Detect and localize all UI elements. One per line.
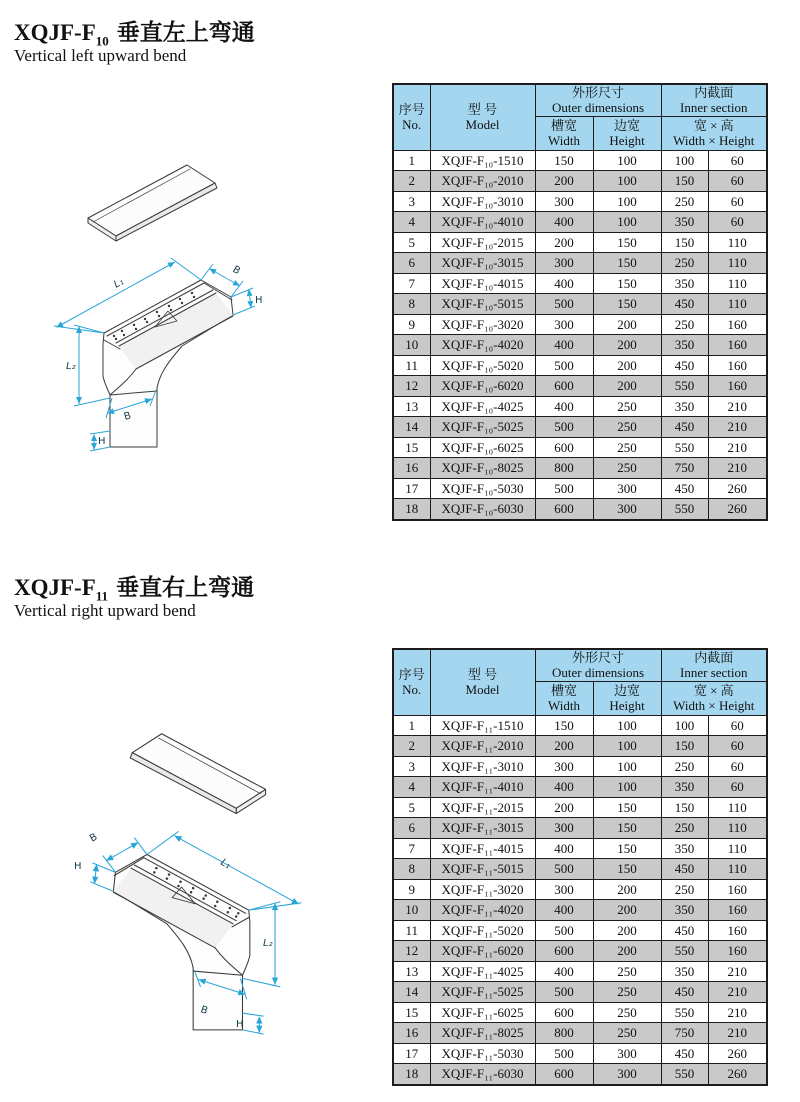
cell-outer-width: 600	[535, 437, 593, 458]
cell-outer-width: 500	[535, 920, 593, 941]
cell-inner-width: 350	[661, 273, 708, 294]
cell-no: 10	[393, 900, 430, 921]
cell-outer-height: 100	[593, 756, 661, 777]
cell-inner-height: 210	[708, 961, 767, 982]
cell-outer-height: 100	[593, 191, 661, 212]
cell-model: XQJF-F₁₀-1510	[430, 150, 535, 171]
cell-model: XQJF-F₁₁-6025	[430, 1002, 535, 1023]
cell-inner-width: 350	[661, 838, 708, 859]
section-title-cn: 垂直右上弯通	[116, 575, 255, 600]
cell-inner-height: 210	[708, 458, 767, 479]
cell-outer-width: 400	[535, 900, 593, 921]
cell-outer-height: 250	[593, 437, 661, 458]
cell-outer-width: 150	[535, 150, 593, 171]
cell-model: XQJF-F₁₁-5025	[430, 982, 535, 1003]
table-header	[393, 84, 767, 150]
cell-outer-height: 250	[593, 396, 661, 417]
table-row	[393, 335, 767, 356]
col-header-model: 型 号 Model	[430, 649, 535, 715]
col-header-no: 序号 No.	[393, 649, 430, 715]
table-row	[393, 879, 767, 900]
cell-model: XQJF-F₁₀-5015	[430, 294, 535, 315]
cell-no: 2	[393, 171, 430, 192]
cell-no: 17	[393, 478, 430, 499]
cell-inner-width: 350	[661, 961, 708, 982]
cell-no: 8	[393, 294, 430, 315]
cell-inner-width: 350	[661, 900, 708, 921]
cell-no: 6	[393, 818, 430, 839]
cell-inner-width: 250	[661, 756, 708, 777]
cell-model: XQJF-F₁₀-3020	[430, 314, 535, 335]
cell-no: 3	[393, 756, 430, 777]
cell-inner-height: 210	[708, 437, 767, 458]
table-row	[393, 756, 767, 777]
table-body	[393, 715, 767, 1085]
cell-inner-height: 110	[708, 818, 767, 839]
table-row	[393, 499, 767, 520]
cell-inner-width: 550	[661, 1002, 708, 1023]
cell-outer-width: 400	[535, 396, 593, 417]
cell-model: XQJF-F₁₀-4020	[430, 335, 535, 356]
cell-inner-width: 250	[661, 879, 708, 900]
dim-label-h-top: H	[74, 861, 82, 872]
dim-label-b-top: B	[230, 264, 243, 278]
table-row	[393, 294, 767, 315]
cell-model: XQJF-F₁₁-6020	[430, 941, 535, 962]
table-row	[393, 961, 767, 982]
table-row	[393, 478, 767, 499]
col-header-side-height: 边宽 Height	[593, 681, 661, 715]
cell-no: 13	[393, 961, 430, 982]
cell-outer-height: 150	[593, 273, 661, 294]
cell-model: XQJF-F₁₀-5020	[430, 355, 535, 376]
cell-outer-width: 500	[535, 859, 593, 880]
cell-outer-width: 400	[535, 335, 593, 356]
cell-inner-width: 250	[661, 314, 708, 335]
cell-outer-width: 500	[535, 982, 593, 1003]
cell-outer-height: 200	[593, 314, 661, 335]
cell-outer-width: 500	[535, 417, 593, 438]
cell-inner-width: 250	[661, 818, 708, 839]
cell-model: XQJF-F₁₀-2015	[430, 232, 535, 253]
cell-outer-width: 400	[535, 961, 593, 982]
col-header-width-height: 宽 × 高 Width × Height	[661, 681, 767, 715]
cell-inner-width: 150	[661, 797, 708, 818]
cell-inner-height: 160	[708, 879, 767, 900]
cell-no: 5	[393, 232, 430, 253]
cell-inner-height: 210	[708, 1002, 767, 1023]
col-header-width-height: 宽 × 高 Width × Height	[661, 116, 767, 150]
cell-outer-width: 600	[535, 1064, 593, 1085]
cell-inner-width: 100	[661, 150, 708, 171]
bend-body-art	[54, 165, 255, 451]
cell-model: XQJF-F₁₀-4025	[430, 396, 535, 417]
table-row	[393, 376, 767, 397]
dim-label-l2: L₂	[66, 361, 76, 372]
cell-outer-height: 100	[593, 212, 661, 233]
table-row	[393, 314, 767, 335]
cell-inner-height: 210	[708, 1023, 767, 1044]
cell-inner-width: 450	[661, 859, 708, 880]
bend-body-art-mirrored	[90, 734, 301, 1034]
cell-outer-height: 200	[593, 941, 661, 962]
col-header-outer-dimensions: 外形尺寸 Outer dimensions	[535, 84, 661, 116]
table-row	[393, 212, 767, 233]
cell-outer-width: 500	[535, 478, 593, 499]
dim-label-h-top: H	[255, 295, 263, 306]
cell-outer-width: 500	[535, 1043, 593, 1064]
cell-outer-width: 400	[535, 838, 593, 859]
cell-outer-width: 500	[535, 355, 593, 376]
cell-outer-height: 200	[593, 879, 661, 900]
cell-outer-height: 100	[593, 777, 661, 798]
cell-inner-width: 350	[661, 212, 708, 233]
cell-inner-width: 150	[661, 171, 708, 192]
cell-no: 4	[393, 777, 430, 798]
cell-inner-width: 250	[661, 253, 708, 274]
table-body	[393, 150, 767, 520]
cell-outer-height: 250	[593, 1002, 661, 1023]
cell-outer-width: 200	[535, 736, 593, 757]
table-row	[393, 458, 767, 479]
cell-inner-height: 260	[708, 1043, 767, 1064]
cell-outer-height: 150	[593, 859, 661, 880]
table-row	[393, 191, 767, 212]
cell-outer-height: 250	[593, 961, 661, 982]
cell-no: 1	[393, 150, 430, 171]
dim-label-b-top: B	[88, 831, 100, 845]
table-row	[393, 253, 767, 274]
cell-inner-height: 110	[708, 232, 767, 253]
cell-outer-height: 150	[593, 232, 661, 253]
cell-inner-width: 350	[661, 396, 708, 417]
cell-inner-width: 450	[661, 417, 708, 438]
cell-inner-width: 100	[661, 715, 708, 736]
cell-model: XQJF-F₁₀-6025	[430, 437, 535, 458]
cell-no: 11	[393, 920, 430, 941]
cell-model: XQJF-F₁₀-8025	[430, 458, 535, 479]
cell-model: XQJF-F₁₀-6030	[430, 499, 535, 520]
cell-outer-width: 400	[535, 212, 593, 233]
cell-inner-height: 160	[708, 355, 767, 376]
cell-inner-width: 450	[661, 982, 708, 1003]
cell-no: 6	[393, 253, 430, 274]
cell-model: XQJF-F₁₁-4015	[430, 838, 535, 859]
cell-outer-width: 500	[535, 294, 593, 315]
cell-outer-height: 100	[593, 736, 661, 757]
cell-outer-height: 200	[593, 376, 661, 397]
cell-inner-width: 150	[661, 232, 708, 253]
table-row	[393, 715, 767, 736]
cell-outer-width: 200	[535, 171, 593, 192]
cell-inner-height: 160	[708, 376, 767, 397]
cell-inner-width: 450	[661, 1043, 708, 1064]
cell-outer-height: 250	[593, 458, 661, 479]
cell-model: XQJF-F₁₀-5030	[430, 478, 535, 499]
cell-outer-height: 200	[593, 920, 661, 941]
cell-outer-width: 150	[535, 715, 593, 736]
col-header-no: 序号 No.	[393, 84, 430, 150]
table-row	[393, 797, 767, 818]
cell-inner-height: 60	[708, 777, 767, 798]
cell-outer-width: 600	[535, 499, 593, 520]
cell-inner-width: 550	[661, 1064, 708, 1085]
cell-outer-width: 400	[535, 273, 593, 294]
cell-model: XQJF-F₁₀-6020	[430, 376, 535, 397]
cell-outer-width: 200	[535, 232, 593, 253]
cell-outer-height: 100	[593, 715, 661, 736]
table-row	[393, 900, 767, 921]
dim-label-b-bottom: B	[122, 410, 133, 423]
cell-model: XQJF-F₁₀-3015	[430, 253, 535, 274]
cell-no: 2	[393, 736, 430, 757]
cell-inner-width: 750	[661, 1023, 708, 1044]
cell-outer-width: 600	[535, 376, 593, 397]
cell-inner-height: 110	[708, 273, 767, 294]
dim-label-h-bottom: H	[98, 436, 106, 447]
table-row	[393, 736, 767, 757]
col-header-side-height: 边宽 Height	[593, 116, 661, 150]
cell-inner-height: 110	[708, 294, 767, 315]
cell-outer-width: 600	[535, 941, 593, 962]
table-row	[393, 417, 767, 438]
cell-outer-width: 400	[535, 777, 593, 798]
cell-outer-height: 300	[593, 499, 661, 520]
drawing-vertical-right-upward-bend	[30, 718, 360, 1058]
col-header-slot-width: 槽宽 Width	[535, 681, 593, 715]
cell-no: 15	[393, 1002, 430, 1023]
cell-inner-height: 60	[708, 736, 767, 757]
cell-outer-height: 150	[593, 838, 661, 859]
drawing-vertical-left-upward-bend	[30, 150, 360, 470]
cell-outer-height: 200	[593, 355, 661, 376]
cell-outer-width: 300	[535, 818, 593, 839]
cell-inner-width: 450	[661, 355, 708, 376]
cell-inner-width: 450	[661, 478, 708, 499]
cell-inner-height: 160	[708, 314, 767, 335]
table-row	[393, 1023, 767, 1044]
col-header-outer-dimensions: 外形尺寸 Outer dimensions	[535, 649, 661, 681]
model-code: XQJF-F	[14, 20, 96, 45]
spec-table-f11	[392, 648, 768, 1086]
cell-no: 5	[393, 797, 430, 818]
col-header-model: 型 号 Model	[430, 84, 535, 150]
section-title-f10	[14, 14, 255, 50]
cell-inner-height: 60	[708, 191, 767, 212]
cell-no: 12	[393, 376, 430, 397]
cell-model: XQJF-F₁₁-1510	[430, 715, 535, 736]
section-subtitle-f11: Vertical right upward bend	[14, 601, 196, 620]
cell-outer-width: 600	[535, 1002, 593, 1023]
cell-outer-height: 250	[593, 1023, 661, 1044]
table-row	[393, 920, 767, 941]
cell-no: 17	[393, 1043, 430, 1064]
cell-model: XQJF-F₁₁-5015	[430, 859, 535, 880]
cell-inner-height: 60	[708, 171, 767, 192]
cell-inner-width: 550	[661, 941, 708, 962]
cell-no: 9	[393, 879, 430, 900]
dim-label-l1: L₁	[218, 857, 233, 872]
cell-outer-width: 300	[535, 314, 593, 335]
cell-no: 14	[393, 417, 430, 438]
model-code: XQJF-F	[14, 575, 96, 600]
cell-no: 18	[393, 499, 430, 520]
table-row	[393, 355, 767, 376]
cell-inner-width: 250	[661, 191, 708, 212]
table-row	[393, 150, 767, 171]
cell-outer-height: 250	[593, 417, 661, 438]
cell-inner-width: 450	[661, 294, 708, 315]
cell-inner-height: 110	[708, 859, 767, 880]
cell-inner-width: 450	[661, 920, 708, 941]
cell-outer-height: 100	[593, 171, 661, 192]
table-row	[393, 273, 767, 294]
cell-inner-width: 550	[661, 499, 708, 520]
cell-model: XQJF-F₁₁-3015	[430, 818, 535, 839]
table-row	[393, 437, 767, 458]
cell-model: XQJF-F₁₁-5030	[430, 1043, 535, 1064]
cell-no: 12	[393, 941, 430, 962]
cell-inner-height: 260	[708, 1064, 767, 1085]
col-header-inner-section: 内截面 Inner section	[661, 649, 767, 681]
cell-outer-width: 800	[535, 458, 593, 479]
cell-inner-height: 110	[708, 253, 767, 274]
table-header	[393, 649, 767, 715]
cell-model: XQJF-F₁₀-4015	[430, 273, 535, 294]
cell-no: 18	[393, 1064, 430, 1085]
cell-inner-width: 150	[661, 736, 708, 757]
cell-model: XQJF-F₁₀-2010	[430, 171, 535, 192]
cell-outer-height: 100	[593, 150, 661, 171]
cell-outer-width: 300	[535, 756, 593, 777]
section-subtitle-f10: Vertical left upward bend	[14, 46, 187, 65]
dim-label-h-bottom: H	[236, 1019, 244, 1030]
table-row	[393, 1043, 767, 1064]
cell-inner-height: 210	[708, 417, 767, 438]
cell-outer-width: 200	[535, 797, 593, 818]
cell-no: 10	[393, 335, 430, 356]
table-row	[393, 941, 767, 962]
cell-outer-height: 200	[593, 900, 661, 921]
cell-model: XQJF-F₁₁-4025	[430, 961, 535, 982]
cell-outer-height: 200	[593, 335, 661, 356]
cell-inner-height: 60	[708, 756, 767, 777]
table-row	[393, 396, 767, 417]
cell-inner-height: 160	[708, 920, 767, 941]
cell-no: 3	[393, 191, 430, 212]
col-header-inner-section: 内截面 Inner section	[661, 84, 767, 116]
cell-no: 4	[393, 212, 430, 233]
cell-model: XQJF-F₁₁-5020	[430, 920, 535, 941]
cell-no: 9	[393, 314, 430, 335]
cell-outer-height: 150	[593, 797, 661, 818]
cell-model: XQJF-F₁₁-6030	[430, 1064, 535, 1085]
cell-outer-height: 250	[593, 982, 661, 1003]
cell-no: 14	[393, 982, 430, 1003]
cell-outer-height: 150	[593, 294, 661, 315]
cell-outer-height: 150	[593, 253, 661, 274]
cell-model: XQJF-F₁₁-4010	[430, 777, 535, 798]
table-row	[393, 838, 767, 859]
table-row	[393, 777, 767, 798]
cell-no: 16	[393, 458, 430, 479]
cell-no: 8	[393, 859, 430, 880]
cell-inner-height: 110	[708, 797, 767, 818]
cell-no: 7	[393, 838, 430, 859]
cell-inner-height: 60	[708, 715, 767, 736]
cell-model: XQJF-F₁₀-4010	[430, 212, 535, 233]
table-row	[393, 859, 767, 880]
cell-outer-height: 300	[593, 1043, 661, 1064]
cell-no: 1	[393, 715, 430, 736]
cell-inner-height: 160	[708, 335, 767, 356]
model-code-subscript: 11	[95, 588, 109, 604]
col-header-slot-width: 槽宽 Width	[535, 116, 593, 150]
cell-no: 7	[393, 273, 430, 294]
cell-model: XQJF-F₁₁-2010	[430, 736, 535, 757]
cell-inner-height: 60	[708, 150, 767, 171]
cell-inner-width: 750	[661, 458, 708, 479]
table-row	[393, 818, 767, 839]
cell-model: XQJF-F₁₁-8025	[430, 1023, 535, 1044]
cell-model: XQJF-F₁₀-3010	[430, 191, 535, 212]
table-row	[393, 982, 767, 1003]
spec-table-f10	[392, 83, 768, 521]
table-row	[393, 232, 767, 253]
cell-inner-height: 210	[708, 982, 767, 1003]
table-row	[393, 171, 767, 192]
dim-label-b-bottom: B	[199, 1004, 210, 1017]
cell-no: 16	[393, 1023, 430, 1044]
cell-inner-height: 210	[708, 396, 767, 417]
cell-model: XQJF-F₁₁-4020	[430, 900, 535, 921]
cell-inner-width: 350	[661, 335, 708, 356]
cell-outer-height: 300	[593, 1064, 661, 1085]
cell-inner-height: 160	[708, 941, 767, 962]
table-row	[393, 1002, 767, 1023]
table-row	[393, 1064, 767, 1085]
cell-outer-height: 150	[593, 818, 661, 839]
cell-outer-width: 300	[535, 191, 593, 212]
dim-label-l1: L₁	[112, 276, 126, 291]
cell-no: 11	[393, 355, 430, 376]
cell-outer-height: 300	[593, 478, 661, 499]
cell-outer-width: 800	[535, 1023, 593, 1044]
cell-inner-width: 350	[661, 777, 708, 798]
cell-inner-height: 60	[708, 212, 767, 233]
cell-inner-height: 160	[708, 900, 767, 921]
cell-inner-height: 260	[708, 499, 767, 520]
cell-model: XQJF-F₁₁-2015	[430, 797, 535, 818]
cell-no: 15	[393, 437, 430, 458]
cell-outer-width: 300	[535, 879, 593, 900]
cell-outer-width: 300	[535, 253, 593, 274]
cell-model: XQJF-F₁₁-3020	[430, 879, 535, 900]
cell-inner-width: 550	[661, 437, 708, 458]
cell-no: 13	[393, 396, 430, 417]
section-title-f11	[14, 569, 254, 605]
section-title-cn: 垂直左上弯通	[116, 20, 255, 45]
cell-model: XQJF-F₁₀-5025	[430, 417, 535, 438]
cell-model: XQJF-F₁₁-3010	[430, 756, 535, 777]
cell-inner-width: 550	[661, 376, 708, 397]
cell-inner-height: 260	[708, 478, 767, 499]
cell-inner-height: 110	[708, 838, 767, 859]
dim-label-l2: L₂	[263, 938, 273, 949]
model-code-subscript: 10	[95, 33, 109, 49]
